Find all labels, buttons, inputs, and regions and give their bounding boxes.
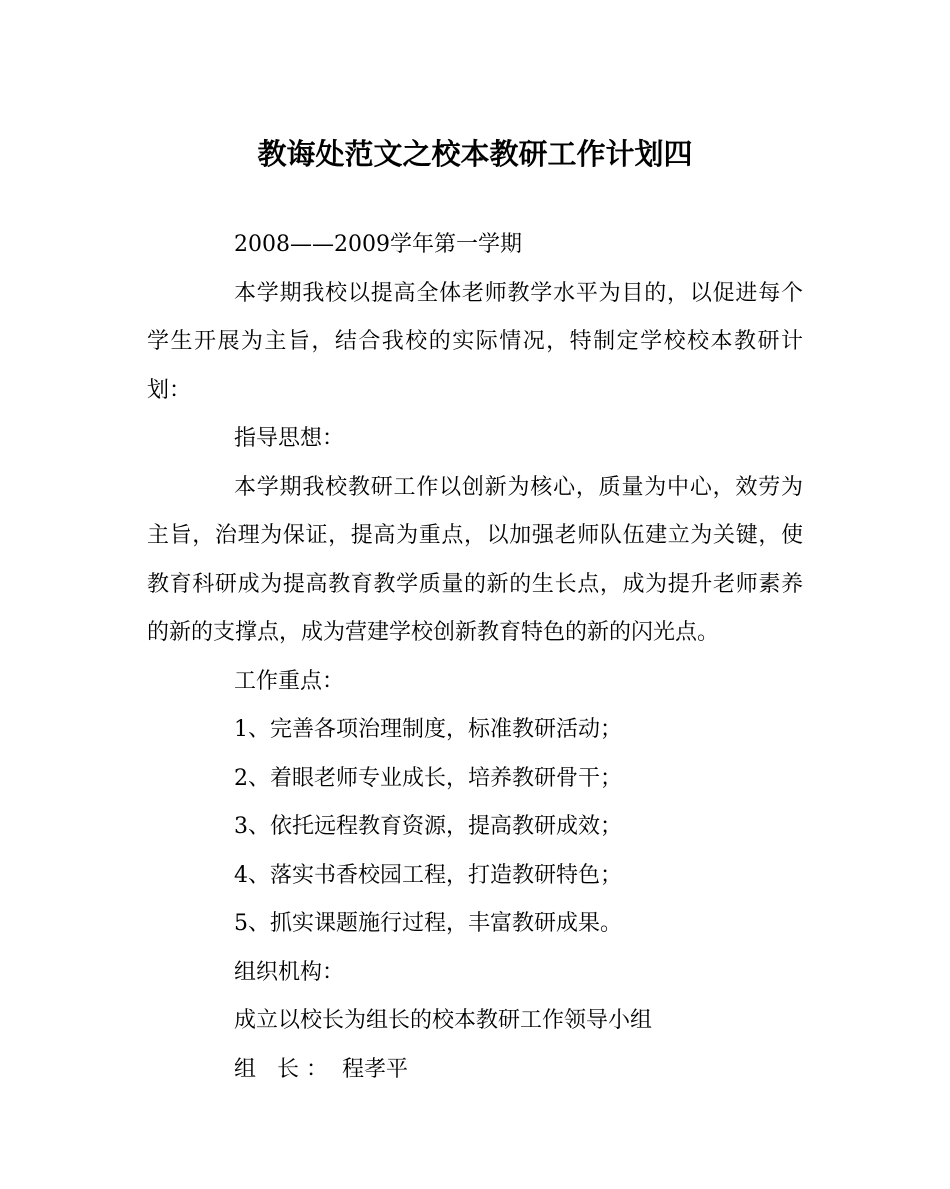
guiding-thought-heading: 指导思想： [234, 426, 345, 451]
work-focus-heading: 工作重点： [234, 668, 345, 694]
guiding-thought-paragraph: 本学期我校教研工作以创新为核心，质量为中心，效劳为主旨，治理为保证，提高为重点，以加强老师队伍建立为关键，使教育科研成为提高教育教学质量的新的生长点，成为提升老师素养的新的支撑点，成为营建学校创新教育特色的新的闪光点。 [147, 474, 803, 645]
intro-paragraph: 本学期我校以提高全体老师教学水平为目的，以促进每个学生开展为主旨，结合我校的实际情况，特制定学校校本教研计划： [147, 280, 803, 403]
group-leader-line: 组 长 ： 程孝平 [234, 1056, 408, 1082]
work-focus-item-1: 1、完善各项治理制度，标准教研活动； [234, 717, 622, 742]
work-focus-item-5: 5、抓实课题施行过程，丰富教研成果。 [234, 911, 622, 936]
work-focus-item-3: 3、依托远程教育资源，提高教研成效； [234, 814, 622, 839]
organization-heading: 组织机构： [234, 959, 345, 985]
document-body [147, 221, 803, 1094]
semester-line: 2008——2009学年第一学期 [234, 232, 522, 257]
document-title: 教诲处范文之校本教研工作计划四 [257, 137, 693, 171]
organization-paragraph: 成立以校长为组长的校本教研工作领导小组 [234, 1008, 653, 1033]
work-focus-item-4: 4、落实书香校园工程，打造教研特色； [234, 862, 622, 888]
work-focus-item-2: 2、着眼老师专业成长，培养教研骨干； [234, 765, 622, 791]
